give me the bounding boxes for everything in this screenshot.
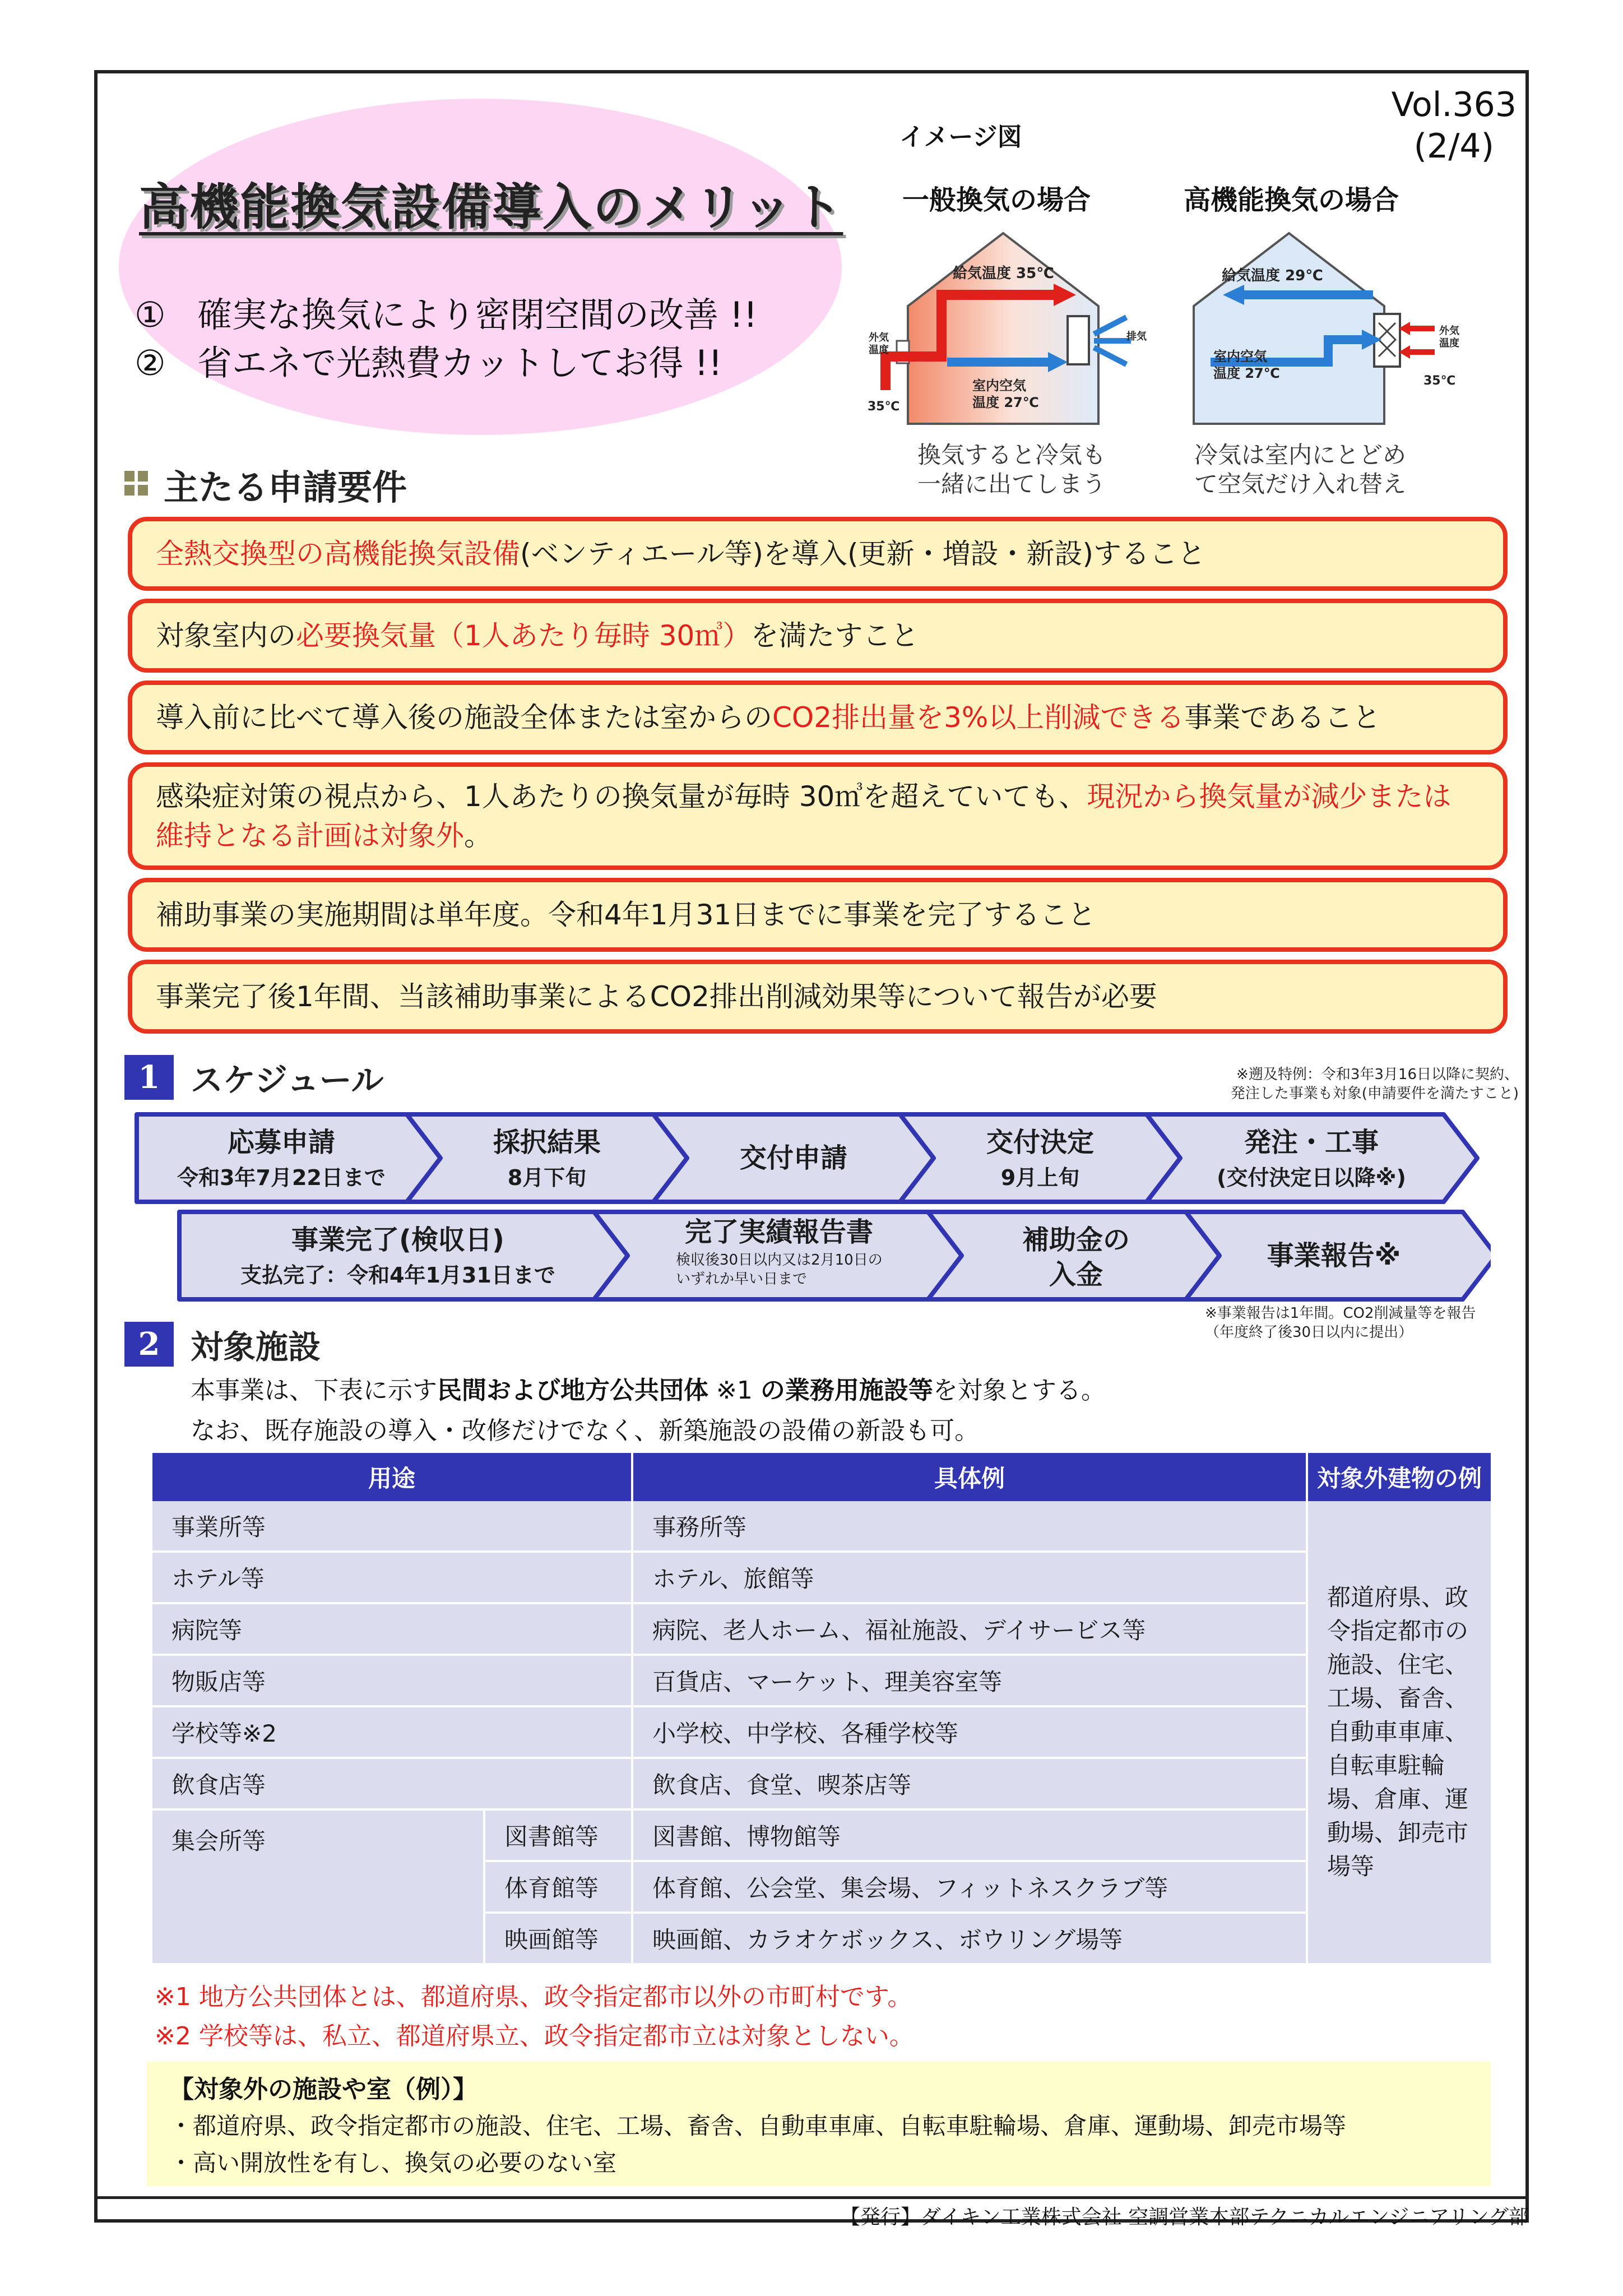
schedule-title: スケジュール	[191, 1061, 384, 1099]
example-cell: 体育館、公会堂、集会場、フィットネスクラブ等	[633, 1862, 1308, 1914]
use-cell: 学校等※2	[152, 1707, 633, 1759]
requirement-3	[128, 681, 1508, 754]
use-cell-assembly: 集会所等	[152, 1811, 485, 1965]
use-cell: 病院等	[152, 1604, 633, 1656]
header-example: 具体例	[633, 1453, 1308, 1501]
exhaust-label: 排気	[1126, 331, 1147, 342]
step-report-doc-note-1: 検収後30日以内又は2月10日の	[676, 1252, 883, 1269]
general-ventilation-diagram	[863, 222, 1154, 435]
intro-text: を対象とする。	[933, 1376, 1106, 1405]
table-row	[152, 1501, 1493, 1553]
step-result-label: 採択結果	[493, 1127, 601, 1158]
general-indoor-temp: 温度 27℃	[972, 395, 1039, 410]
requirement-text: (ベンティエール等)を導入(更新・増設・新設)すること	[520, 538, 1206, 570]
merit-number: ②	[135, 342, 166, 383]
facilities-title: 対象施設	[191, 1328, 321, 1366]
high-outside-label-2: 温度	[1439, 337, 1459, 349]
general-caption-line-2: 一緒に出てしまう	[917, 470, 1106, 498]
step-grant-apply-label: 交付申請	[739, 1142, 848, 1174]
use-cell: ホテル等	[152, 1553, 633, 1604]
section-badge-2: 2	[124, 1322, 174, 1367]
intro-text: ※1	[708, 1376, 761, 1405]
requirement-6	[128, 960, 1508, 1034]
step-report-doc-note-2: いずれか早い日まで	[676, 1271, 808, 1288]
footnote-1: ※1 地方公共団体とは、都道府県、政令指定都市以外の市町村です。	[155, 1983, 912, 2011]
example-cell: 病院、老人ホーム、福祉施設、デイサービス等	[633, 1604, 1308, 1656]
general-outside-label-1: 外気	[869, 332, 889, 344]
note-line: （年度終了後30日以内に提出）	[1205, 1324, 1413, 1341]
section-badge-1: 1	[124, 1055, 174, 1100]
volume-number: Vol.363	[1391, 85, 1517, 124]
table-header-row	[152, 1453, 1493, 1501]
table-row	[152, 1656, 1493, 1707]
requirement-text: を満たすこと	[750, 619, 919, 652]
requirement-text: 導入前に比べて導入後の施設全体または室からの	[156, 701, 772, 734]
general-ventilation-title: 一般換気の場合	[902, 184, 1091, 216]
requirement-text: 事業完了後1年間、当該補助事業によるCO2排出削減効果等について報告が必要	[156, 980, 1157, 1013]
step-apply-label: 応募申請	[227, 1127, 336, 1158]
high-caption	[1168, 441, 1432, 499]
excluded-cell: 都道府県、政令指定都市の施設、住宅、工場、畜舎、自動車車庫、自転車駐輪場、倉庫、運動場、卸売市場等	[1308, 1501, 1493, 1965]
high-caption-line-1: 冷気は室内にとどめ	[1194, 441, 1406, 469]
excluded-box-line-1: ・都道府県、政令指定都市の施設、住宅、工場、畜舎、自動車車庫、自転車駐輪場、倉庫、運動場、卸売市場等	[169, 2112, 1347, 2140]
step-business-report-label: 事業報告※	[1267, 1240, 1401, 1271]
step-apply-sub: 令和3年7月22日まで	[177, 1165, 386, 1190]
requirement-text-red: CO2排出量を3%以上削減できる	[772, 701, 1185, 734]
step-payment-label-2: 入金	[1049, 1259, 1103, 1290]
step-order-sub: (交付決定日以降※)	[1217, 1165, 1406, 1190]
requirement-text: 感染症対策の視点から、1人あたりの換気量が毎時 30㎥を超えていても、	[156, 780, 1087, 813]
note-line: 発注した事業も対象(申請要件を満たすこと)	[1230, 1085, 1519, 1102]
step-payment-label: 補助金の	[1022, 1224, 1130, 1256]
sub-use-cell: 図書館等	[485, 1811, 633, 1862]
table-row	[152, 1604, 1493, 1656]
general-outside-label-2: 温度	[869, 344, 889, 356]
publisher-footer: 【発行】ダイキン工業株式会社 空調営業本部テクニカルエンジニアリング部	[94, 2196, 1529, 2230]
merit-text: 省エネで光熱費カットしてお得 !!	[197, 342, 722, 383]
requirement-text-red: 必要換気量（1人あたり毎時 30㎥）	[296, 619, 751, 652]
facilities-intro-1	[191, 1370, 1106, 1406]
general-caption	[880, 441, 1143, 499]
volume-label	[1392, 84, 1517, 167]
step-result-sub: 8月下旬	[507, 1165, 587, 1190]
high-ventilation-title: 高機能換気の場合	[1184, 184, 1399, 216]
example-cell: 小学校、中学校、各種学校等	[633, 1707, 1308, 1759]
step-complete-sub: 支払完了：令和4年1月31日まで	[240, 1263, 555, 1288]
facilities-intro-2: なお、既存施設の導入・改修だけでなく、新築施設の設備の新設も可。	[191, 1417, 980, 1445]
table-row	[152, 1759, 1493, 1811]
requirement-text: 補助事業の実施期間は単年度。令和4年1月31日までに事業を完了すること	[156, 899, 1096, 931]
general-caption-line-1: 換気すると冷気も	[917, 441, 1106, 469]
schedule-retroactive-note	[1183, 1065, 1519, 1103]
excluded-facilities-box	[147, 2062, 1491, 2186]
sub-use-cell: 体育館等	[485, 1862, 633, 1914]
header-use: 用途	[152, 1453, 633, 1501]
use-cell: 事業所等	[152, 1501, 633, 1553]
schedule-report-note	[1205, 1304, 1519, 1342]
table-row	[152, 1707, 1493, 1759]
exhaust-fan-icon	[1068, 316, 1089, 364]
high-outside-label-1: 外気	[1439, 325, 1459, 337]
step-order-label: 発注・工事	[1244, 1127, 1379, 1158]
high-ventilation-diagram	[1160, 222, 1463, 435]
example-cell: 百貨店、マーケット、理美容室等	[633, 1656, 1308, 1707]
step-report-doc-label: 完了実績報告書	[684, 1216, 874, 1248]
header-excluded: 対象外建物の例	[1308, 1453, 1493, 1501]
high-caption-line-2: て空気だけ入れ替え	[1194, 470, 1406, 498]
example-cell: 図書館、博物館等	[633, 1811, 1308, 1862]
note-line: ※事業報告は1年間。CO2削減量等を報告	[1205, 1305, 1476, 1322]
use-cell: 飲食店等	[152, 1759, 633, 1811]
example-cell: ホテル、旅館等	[633, 1553, 1308, 1604]
facility-table	[152, 1453, 1493, 1965]
step-grant-decision-label: 交付決定	[986, 1127, 1095, 1158]
high-indoor-label: 室内空気	[1213, 349, 1267, 364]
high-outside-temp: 35℃	[1423, 374, 1456, 388]
use-cell: 物販店等	[152, 1656, 633, 1707]
table-row	[152, 1553, 1493, 1604]
requirement-text-red: 現況から換気量が減少または維持となる計画は対象外	[156, 780, 1452, 852]
excluded-box-line-2: ・高い開放性を有し、換気の必要のない室	[169, 2149, 617, 2177]
intro-text-bold: 民間および地方公共団体	[437, 1376, 708, 1405]
sub-use-cell: 映画館等	[485, 1914, 633, 1965]
requirement-text: 対象室内の	[156, 619, 296, 652]
requirement-5	[128, 878, 1508, 952]
table-row	[152, 1811, 1493, 1862]
merit-text: 確実な換気により密閉空間の改善 !!	[197, 294, 758, 335]
merit-number: ①	[135, 294, 166, 335]
merit-1	[135, 287, 757, 337]
requirements-heading: 主たる申請要件	[164, 467, 407, 508]
grid-bullet-icon	[124, 471, 149, 496]
intro-text-bold: の業務用施設等	[760, 1376, 933, 1405]
general-supply-temp: 給気温度 35℃	[953, 265, 1054, 282]
merit-2	[135, 335, 722, 385]
example-cell: 飲食店、食堂、喫茶店等	[633, 1759, 1308, 1811]
page-title: 高機能換気設備導入のメリット	[139, 178, 843, 236]
outside-air-arrows	[1407, 328, 1435, 352]
schedule-flow	[135, 1112, 1491, 1303]
high-supply-temp: 給気温度 29℃	[1222, 267, 1323, 284]
requirement-text: 事業であること	[1184, 701, 1381, 734]
footnote-2: ※2 学校等は、私立、都道府県立、政令指定都市立は対象としない。	[155, 2022, 914, 2050]
image-label: イメージ図	[899, 123, 1022, 151]
general-indoor-label: 室内空気	[972, 378, 1026, 394]
requirement-2	[128, 599, 1508, 673]
step-grant-decision-sub: 9月上旬	[1000, 1165, 1080, 1190]
requirement-4	[128, 762, 1508, 870]
excluded-box-title: 【対象外の施設や室（例）】	[169, 2075, 477, 2104]
requirement-text-red: 全熱交換型の高機能換気設備	[156, 538, 520, 570]
step-complete-label: 事業完了(検収日)	[291, 1224, 504, 1256]
requirement-text: 。	[464, 820, 492, 852]
example-cell: 映画館、カラオケボックス、ボウリング場等	[633, 1914, 1308, 1965]
note-line: ※遡及特例：令和3年3月16日以降に契約、	[1236, 1066, 1519, 1083]
general-outside-temp: 35℃	[868, 400, 900, 414]
intro-text: 本事業は、下表に示す	[191, 1376, 437, 1405]
requirement-1	[128, 517, 1508, 591]
house-shape	[1194, 233, 1384, 424]
high-indoor-temp: 温度 27℃	[1213, 365, 1280, 381]
example-cell: 事務所等	[633, 1501, 1308, 1553]
page-indicator: (2/4)	[1413, 127, 1495, 166]
